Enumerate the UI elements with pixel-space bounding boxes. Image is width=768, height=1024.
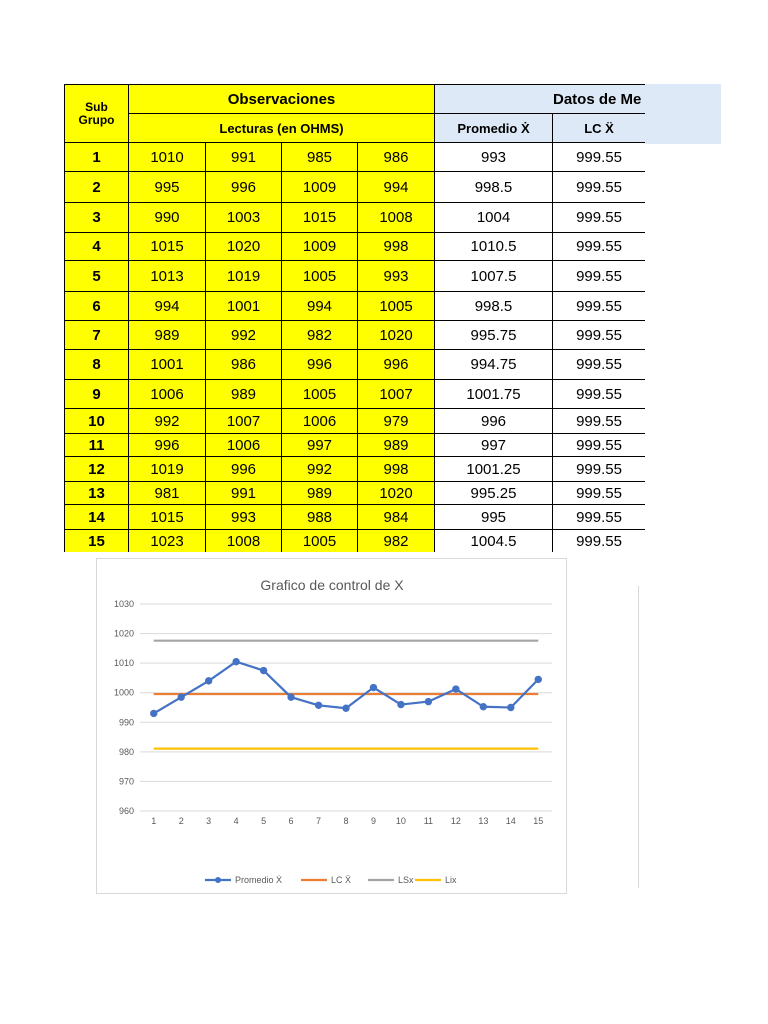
promedio-cell: 995: [435, 505, 553, 530]
lc-cell: 999.55: [553, 172, 646, 203]
y-tick-label: 980: [118, 746, 134, 757]
y-tick-label: 990: [118, 717, 134, 728]
datos-header: Datos de Me: [435, 85, 646, 114]
promedio-cell: 1004: [435, 203, 553, 233]
promedio-cell: 1001.75: [435, 380, 553, 409]
subgrupo-cell: 2: [65, 172, 129, 203]
subgrupo-cell: 12: [65, 457, 129, 482]
observaciones-header: Observaciones: [129, 85, 435, 114]
lectura-cell: 998: [358, 233, 435, 261]
lectura-cell: 986: [358, 143, 435, 172]
lectura-cell: 1007: [358, 380, 435, 409]
table-row: [65, 292, 646, 321]
x-tick-label: 2: [178, 816, 184, 826]
lectura-cell: 986: [206, 350, 282, 380]
lectura-cell: 979: [358, 409, 435, 434]
x-tick-label: 4: [233, 816, 239, 826]
lectura-cell: 988: [282, 505, 358, 530]
lectura-cell: 1020: [206, 233, 282, 261]
promedio-cell: 1007.5: [435, 261, 553, 292]
adjacent-chart-edge: [638, 586, 645, 888]
x-tick-label: 5: [261, 816, 267, 826]
lc-cell: 999.55: [553, 482, 646, 505]
promedio-cell: 994.75: [435, 350, 553, 380]
table-row: [65, 380, 646, 409]
lectura-cell: 982: [282, 321, 358, 350]
chart-svg: [97, 559, 566, 893]
x-tick-label: 14: [505, 816, 516, 826]
lectura-cell: 995: [129, 172, 206, 203]
subgrupo-header: [65, 85, 129, 143]
lc-cell: 999.55: [553, 530, 646, 553]
table-row: [65, 203, 646, 233]
lectura-cell: 982: [358, 530, 435, 553]
subgrupo-cell: 15: [65, 530, 129, 553]
promedio-cell: 1004.5: [435, 530, 553, 553]
data-point: [288, 694, 294, 700]
lectura-cell: 1005: [358, 292, 435, 321]
subgrupo-cell: 10: [65, 409, 129, 434]
lc-cell: 999.55: [553, 143, 646, 172]
lectura-cell: 989: [129, 321, 206, 350]
promedio-cell: 998.5: [435, 292, 553, 321]
legend-label: LSx: [398, 875, 414, 885]
lectura-cell: 1019: [206, 261, 282, 292]
table-row: [65, 350, 646, 380]
lectura-cell: 1015: [129, 233, 206, 261]
lectura-cell: 1009: [282, 172, 358, 203]
legend-label: Lix: [445, 875, 457, 885]
lectura-cell: 997: [282, 434, 358, 457]
x-tick-label: 10: [395, 816, 406, 826]
lectura-cell: 989: [206, 380, 282, 409]
lectura-cell: 1005: [282, 380, 358, 409]
table-row: [65, 530, 646, 553]
lc-cell: 999.55: [553, 457, 646, 482]
promedio-cell: 995.75: [435, 321, 553, 350]
lectura-cell: 1013: [129, 261, 206, 292]
lectura-cell: 1015: [282, 203, 358, 233]
subgrupo-cell: 4: [65, 233, 129, 261]
lc-cell: 999.55: [553, 321, 646, 350]
table-row: [65, 505, 646, 530]
lectura-cell: 1020: [358, 482, 435, 505]
subgrupo-cell: 5: [65, 261, 129, 292]
x-tick-label: 11: [423, 816, 434, 826]
lectura-cell: 996: [129, 434, 206, 457]
subgrupo-cell: 7: [65, 321, 129, 350]
promedio-cell: 995.25: [435, 482, 553, 505]
subgrupo-header-line1: Sub: [85, 99, 108, 114]
data-point: [260, 667, 266, 673]
lc-cell: 999.55: [553, 261, 646, 292]
subgrupo-cell: 6: [65, 292, 129, 321]
data-point: [508, 704, 514, 710]
lectura-cell: 992: [206, 321, 282, 350]
promedio-cell: 1010.5: [435, 233, 553, 261]
table-row: [65, 482, 646, 505]
promedio-header: Promedio Ẋ: [435, 114, 553, 143]
data-point: [233, 658, 239, 664]
lc-cell: 999.55: [553, 233, 646, 261]
y-tick-label: 1030: [113, 599, 134, 609]
data-point: [178, 694, 184, 700]
subgrupo-cell: 13: [65, 482, 129, 505]
x-tick-label: 8: [343, 816, 349, 826]
lectura-cell: 1020: [358, 321, 435, 350]
lectura-cell: 996: [206, 172, 282, 203]
lectura-cell: 1001: [206, 292, 282, 321]
lc-cell: 999.55: [553, 409, 646, 434]
lectura-cell: 992: [129, 409, 206, 434]
table-row: [65, 172, 646, 203]
table-row: [65, 143, 646, 172]
data-point: [205, 678, 211, 684]
lectura-cell: 1019: [129, 457, 206, 482]
lectura-cell: 1015: [129, 505, 206, 530]
lectura-cell: 1005: [282, 530, 358, 553]
lectura-cell: 1010: [129, 143, 206, 172]
lectura-cell: 993: [358, 261, 435, 292]
subgrupo-cell: 9: [65, 380, 129, 409]
lectura-cell: 1006: [282, 409, 358, 434]
lc-cell: 999.55: [553, 292, 646, 321]
lectura-cell: 993: [206, 505, 282, 530]
subgrupo-cell: 14: [65, 505, 129, 530]
lectura-cell: 996: [206, 457, 282, 482]
lectura-cell: 984: [358, 505, 435, 530]
datos-header-extension: [644, 84, 721, 144]
subgrupo-cell: 8: [65, 350, 129, 380]
lectura-cell: 992: [282, 457, 358, 482]
subgrupo-cell: 3: [65, 203, 129, 233]
lectura-cell: 1003: [206, 203, 282, 233]
lectura-cell: 1023: [129, 530, 206, 553]
lectura-cell: 996: [282, 350, 358, 380]
x-tick-label: 7: [316, 816, 322, 826]
lectura-cell: 991: [206, 143, 282, 172]
lectura-cell: 996: [358, 350, 435, 380]
lectura-cell: 1001: [129, 350, 206, 380]
lectura-cell: 1006: [206, 434, 282, 457]
lectura-cell: 989: [282, 482, 358, 505]
data-point: [535, 676, 541, 682]
y-tick-label: 1000: [113, 687, 134, 698]
lectura-cell: 1008: [206, 530, 282, 553]
table-row: [65, 321, 646, 350]
subgrupo-cell: 1: [65, 143, 129, 172]
lecturas-header: Lecturas (en OHMS): [129, 114, 435, 143]
promedio-cell: 1001.25: [435, 457, 553, 482]
lectura-cell: 1005: [282, 261, 358, 292]
legend-label: Promedio Ẋ: [235, 875, 283, 885]
promedio-cell: 998.5: [435, 172, 553, 203]
data-point: [370, 684, 376, 690]
x-tick-label: 3: [206, 816, 212, 826]
x-tick-label: 13: [478, 816, 489, 826]
lc-header: LC Ẍ: [553, 114, 646, 143]
table-row: [65, 233, 646, 261]
lc-cell: 999.55: [553, 203, 646, 233]
data-point: [343, 705, 349, 711]
x-tick-label: 1: [151, 816, 157, 826]
table-row: [65, 434, 646, 457]
lectura-cell: 1009: [282, 233, 358, 261]
lectura-cell: 1008: [358, 203, 435, 233]
lectura-cell: 994: [282, 292, 358, 321]
lc-cell: 999.55: [553, 505, 646, 530]
x-tick-label: 12: [450, 816, 461, 826]
legend-marker: [215, 877, 221, 883]
control-chart: [96, 558, 567, 894]
data-point: [398, 701, 404, 707]
y-tick-label: 960: [118, 806, 134, 816]
x-tick-label: 15: [533, 816, 544, 826]
y-tick-label: 1010: [113, 658, 134, 669]
data-table: [64, 84, 645, 552]
lc-cell: 999.55: [553, 380, 646, 409]
lectura-cell: 989: [358, 434, 435, 457]
y-tick-label: 970: [118, 776, 134, 787]
data-point: [425, 698, 431, 704]
y-tick-label: 1020: [113, 628, 134, 639]
table-row: [65, 457, 646, 482]
lectura-cell: 994: [358, 172, 435, 203]
lectura-cell: 1007: [206, 409, 282, 434]
subgrupo-header-line2: Grupo: [78, 112, 115, 127]
subgrupo-cell: 11: [65, 434, 129, 457]
data-point: [151, 710, 157, 716]
chart-title: Grafico de control de X: [260, 577, 404, 593]
legend-label: LC Ẍ: [331, 875, 352, 885]
lectura-cell: 990: [129, 203, 206, 233]
promedio-cell: 997: [435, 434, 553, 457]
lectura-cell: 985: [282, 143, 358, 172]
x-tick-label: 6: [288, 816, 294, 826]
lc-cell: 999.55: [553, 434, 646, 457]
lectura-cell: 1006: [129, 380, 206, 409]
lectura-cell: 981: [129, 482, 206, 505]
data-point: [453, 686, 459, 692]
data-point: [480, 704, 486, 710]
lectura-cell: 994: [129, 292, 206, 321]
promedio-cell: 993: [435, 143, 553, 172]
data-point: [315, 702, 321, 708]
lc-cell: 999.55: [553, 350, 646, 380]
lectura-cell: 998: [358, 457, 435, 482]
lectura-cell: 991: [206, 482, 282, 505]
table-row: [65, 409, 646, 434]
table-row: [65, 261, 646, 292]
x-tick-label: 9: [370, 816, 376, 826]
promedio-cell: 996: [435, 409, 553, 434]
